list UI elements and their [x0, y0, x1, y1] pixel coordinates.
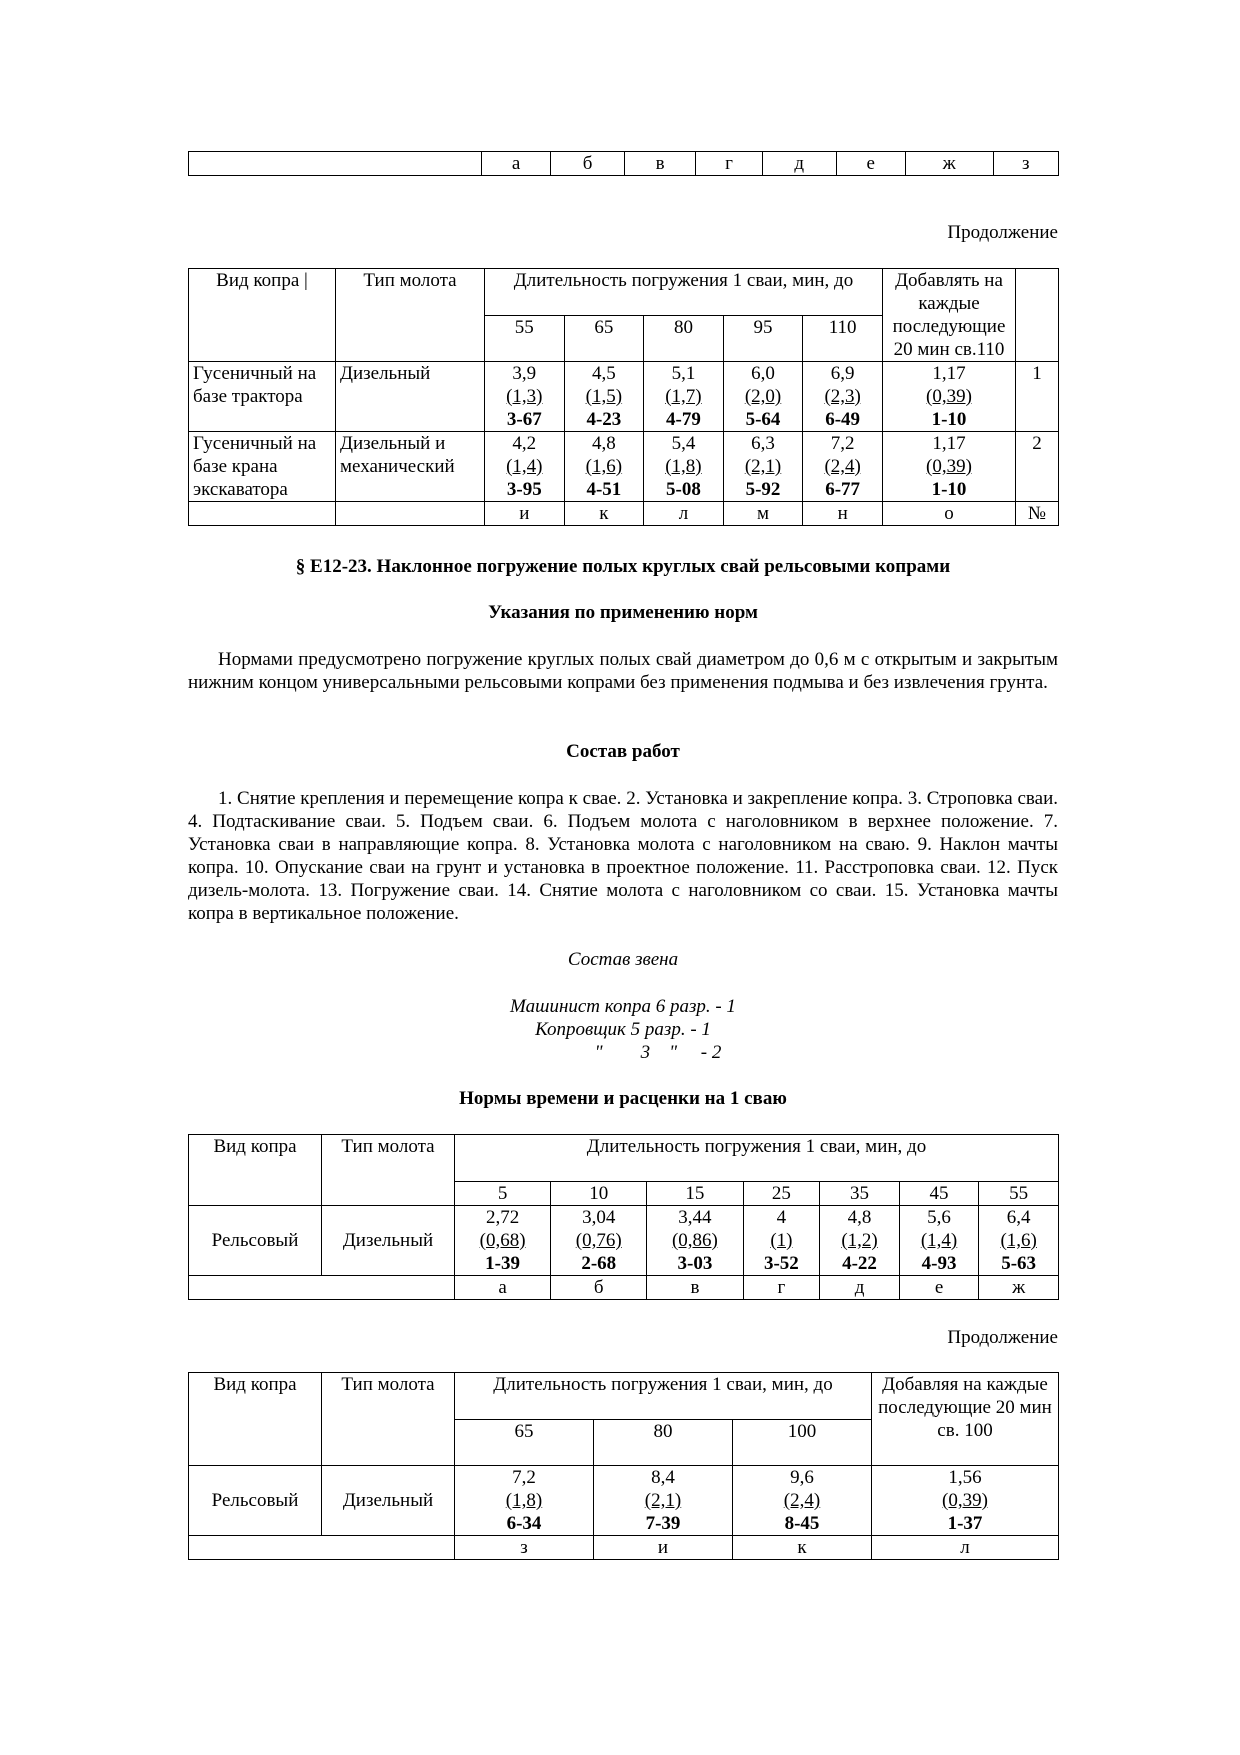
duration-value: 55: [979, 1182, 1059, 1206]
norm-cell: 6,9 (2,3) 6-49: [803, 362, 883, 432]
column-letter: в: [647, 1276, 743, 1300]
norm-cell: 9,6 (2,4) 8-45: [733, 1466, 872, 1536]
work-text: 1. Снятие крепления и перемещение копра к свае. 2. Установка и закрепление копра. 3. Строповка сваи. 4. Подтаскивание сваи. 5. Подъем сваи. 6. Подъем молота с наголовником в верхнее положение. 7. Установка сваи в направляющие копра. 8. Установка молота с наголовником на сваю. 9. Наклон мачты копра. 10. Опускание сваи на грунт и установка в проектное положение. 11. Расстроповка сваи. 12. Пуск дизель-молота. 13. Погружение сваи. 14. Снятие молота с наголовником со сваи. 15. Установка мачты копра в вертикальное положение.: [188, 788, 1058, 924]
row-number: 1: [1016, 362, 1059, 432]
header-add: Добавлять на каждые последующие 20 мин св.110: [883, 269, 1016, 362]
table-letters-top: [188, 151, 1059, 176]
duration-value: 65: [564, 316, 644, 362]
table-row: [189, 362, 1059, 432]
crew-list: [188, 995, 1058, 1064]
norm-cell: 4,8 (1,2) 4-22: [820, 1206, 900, 1276]
column-letter: и: [485, 502, 565, 526]
column-letter: з: [455, 1536, 594, 1560]
norm-cell: 6,0 (2,0) 5-64: [723, 362, 803, 432]
row-molot: Дизельный: [322, 1466, 455, 1536]
column-letter: м: [723, 502, 803, 526]
crew-title: Состав звена: [567, 949, 679, 970]
continuation-label: Продолжение: [947, 222, 1058, 243]
column-letter: а: [482, 152, 551, 176]
norm-cell: 7,2 (2,4) 6-77: [803, 432, 883, 502]
duration-value: 80: [594, 1420, 733, 1466]
guidance-title: Указания по применению норм: [488, 602, 758, 623]
norm-cell: 4,2 (1,4) 3-95: [485, 432, 565, 502]
norm-cell: 1,56 (0,39) 1-37: [872, 1466, 1059, 1536]
norm-cell: 8,4 (2,1) 7-39: [594, 1466, 733, 1536]
empty-cell: [189, 1276, 455, 1300]
norm-cell: 1,17 (0,39) 1-10: [883, 432, 1016, 502]
column-letter: н: [803, 502, 883, 526]
table-row: [189, 432, 1059, 502]
continuation-label: Продолжение: [947, 1327, 1058, 1348]
duration-value: 55: [485, 316, 565, 362]
header-kopr: Вид копра: [189, 1135, 322, 1206]
column-letter: б: [551, 1276, 647, 1300]
duration-value: 10: [551, 1182, 647, 1206]
column-letter: е: [899, 1276, 979, 1300]
header-duration: Длительность погружения 1 сваи, мин, до: [455, 1373, 872, 1420]
table-rail-norms-continued: [188, 1372, 1059, 1560]
column-letter: о: [883, 502, 1016, 526]
row-number: 2: [1016, 432, 1059, 502]
guidance-text: Нормами предусмотрено погружение круглых полых свай диаметром до 0,6 м с открытым и закрытым нижним концом универсальными рельсовыми копрами без применения подмыва и без извлечения грунта.: [188, 649, 1058, 693]
row-kopr: Гусеничный на базе крана экскаватора: [189, 432, 336, 502]
duration-value: 15: [647, 1182, 743, 1206]
column-letter: и: [594, 1536, 733, 1560]
duration-value: 95: [723, 316, 803, 362]
header-kopr: Вид копра |: [189, 269, 336, 362]
column-letter: к: [733, 1536, 872, 1560]
row-kopr: Гусеничный на базе трактора: [189, 362, 336, 432]
norm-cell: 5,1 (1,7) 4-79: [644, 362, 724, 432]
row-molot: Дизельный: [336, 362, 485, 432]
duration-value: 35: [820, 1182, 900, 1206]
column-letter: д: [762, 152, 836, 176]
column-letter: л: [872, 1536, 1059, 1560]
header-molot: Тип молота: [322, 1135, 455, 1206]
column-letter: г: [743, 1276, 820, 1300]
column-letter: б: [551, 152, 625, 176]
header-molot: Тип молота: [336, 269, 485, 362]
empty-cell: [189, 502, 336, 526]
duration-value: 45: [899, 1182, 979, 1206]
empty-cell: [189, 1536, 455, 1560]
duration-value: 65: [455, 1420, 594, 1466]
norm-cell: 7,2 (1,8) 6-34: [455, 1466, 594, 1536]
header-add: Добавляя на каждые последующие 20 мин св. 100: [872, 1373, 1059, 1466]
column-letter: г: [696, 152, 763, 176]
table-rail-norms: [188, 1134, 1059, 1300]
duration-value: 25: [743, 1182, 820, 1206]
empty-cell: [189, 152, 482, 176]
crew-line: " 3 " - 2: [594, 1042, 722, 1063]
row-molot: Дизельный и механический: [336, 432, 485, 502]
column-letter: а: [455, 1276, 551, 1300]
column-letter: №: [1016, 502, 1059, 526]
norm-cell: 3,44 (0,86) 3-03: [647, 1206, 743, 1276]
duration-value: 5: [455, 1182, 551, 1206]
norm-cell: 5,4 (1,8) 5-08: [644, 432, 724, 502]
norms-title: Нормы времени и расценки на 1 сваю: [459, 1088, 787, 1109]
norm-cell: 6,3 (2,1) 5-92: [723, 432, 803, 502]
row-molot: Дизельный: [322, 1206, 455, 1276]
crew-line: Машинист копра 6 разр. - 1: [510, 996, 736, 1017]
column-letter: д: [820, 1276, 900, 1300]
row-kopr: Рельсовый: [189, 1466, 322, 1536]
empty-cell: [336, 502, 485, 526]
norm-cell: 3,9 (1,3) 3-67: [485, 362, 565, 432]
header-duration: Длительность погружения 1 сваи, мин, до: [455, 1135, 1059, 1182]
column-letter: ж: [905, 152, 993, 176]
duration-value: 80: [644, 316, 724, 362]
norm-cell: 6,4 (1,6) 5-63: [979, 1206, 1059, 1276]
norm-cell: 3,04 (0,76) 2-68: [551, 1206, 647, 1276]
header-molot: Тип молота: [322, 1373, 455, 1466]
column-letter: з: [993, 152, 1059, 176]
column-letter: в: [625, 152, 696, 176]
section-title: § Е12-23. Наклонное погружение полых круглых свай рельсовыми копрами: [295, 556, 951, 577]
crew-line: Копровщик 5 разр. - 1: [535, 1019, 711, 1040]
table-row: [189, 1466, 1059, 1536]
header-kopr: Вид копра: [189, 1373, 322, 1466]
duration-value: 100: [733, 1420, 872, 1466]
norm-cell: 4,5 (1,5) 4-23: [564, 362, 644, 432]
norm-cell: 4 (1) 3-52: [743, 1206, 820, 1276]
column-letter: к: [564, 502, 644, 526]
column-letter: л: [644, 502, 724, 526]
header-num-empty: [1016, 269, 1059, 362]
norm-cell: 5,6 (1,4) 4-93: [899, 1206, 979, 1276]
table-crawler-pile-drivers: [188, 268, 1059, 526]
row-kopr: Рельсовый: [189, 1206, 322, 1276]
duration-value: 110: [803, 316, 883, 362]
header-duration: Длительность погружения 1 сваи, мин, до: [485, 269, 883, 316]
column-letter: е: [836, 152, 905, 176]
column-letter: ж: [979, 1276, 1059, 1300]
table-row: [189, 1206, 1059, 1276]
norm-cell: 2,72 (0,68) 1-39: [455, 1206, 551, 1276]
norm-cell: 1,17 (0,39) 1-10: [883, 362, 1016, 432]
work-title: Состав работ: [566, 741, 680, 762]
norm-cell: 4,8 (1,6) 4-51: [564, 432, 644, 502]
